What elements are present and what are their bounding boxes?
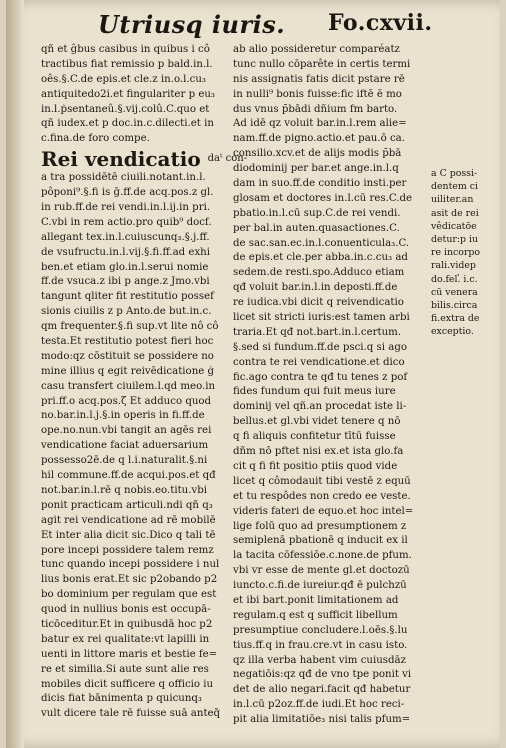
text-line: tractibus fiat remissio p bald.in.l. bbox=[41, 58, 213, 70]
text-line: bo dominium per regulam que est bbox=[41, 589, 217, 601]
text-line: dicis fiat bānimenta p quicunq₃ bbox=[41, 693, 203, 705]
text-line: cit q fi fit positio ptiis quod vide bbox=[233, 460, 398, 472]
text-line: pore incepi possidere talem remz bbox=[41, 544, 214, 556]
text-line: batur ex rei qualitate:vt lapilli in bbox=[41, 633, 210, 645]
text-line: uiliter.an bbox=[431, 194, 474, 206]
text-line: licet q cômodauit tibi vestē z equū bbox=[233, 475, 411, 487]
text-line: re iudica.vbi dicit q reivendicatio bbox=[233, 297, 404, 309]
text-line: c.fina.de foro compe. bbox=[41, 133, 150, 145]
text-line: tunc nullo cōparête in certis termi bbox=[233, 58, 411, 70]
text-line: qm frequenter.§.fi sup.vt lite nô cô bbox=[41, 321, 219, 333]
text-line: tangunt qliter fit restitutio possef bbox=[41, 291, 214, 303]
text-line: a C possi- bbox=[431, 168, 478, 179]
text-line: dentem ci bbox=[431, 181, 479, 193]
text-line: uenti in littore maris et bestie fe= bbox=[41, 648, 218, 660]
text-line: semiplenā pbationē q inducit ex il bbox=[233, 535, 408, 547]
text-line: diodominij per bar.et ange.in.l.q bbox=[233, 163, 399, 175]
text-line: Et inter alia dicit sic.Dico q tali tē bbox=[41, 529, 216, 541]
text-line: Ad idē qz voluit bar.in.l.rem alie= bbox=[233, 118, 407, 130]
text-line: presumptiue concludere.l.oēs.§.lu bbox=[233, 624, 408, 636]
text-line: pôponi⁹.§.fi is ḡ.ff.de acq.pos.z gl. bbox=[41, 187, 214, 199]
text-line: antiquitedo2i.et fingulariter p eu₃ bbox=[41, 88, 216, 100]
text-line: quod in nullius bonis est occupā- bbox=[41, 604, 211, 616]
text-line: videris fateri de equo.et hoc intel= bbox=[233, 505, 414, 517]
text-line: sedem.de resti.spo.Adduco etiam bbox=[233, 267, 405, 279]
text-line: modo:qz cōstituit se possidere no bbox=[41, 350, 214, 362]
rubric-continuation: daᵗ con- bbox=[207, 153, 248, 165]
text-line: ticōceditur.Et in quibusdā hoc p2 bbox=[41, 618, 213, 630]
text-line: iuncto.c.fi.de iureiur.qđ ē pulchzū bbox=[233, 580, 407, 592]
text-line: vult dicere tale rē fuisse suā anteq̃ bbox=[41, 708, 221, 720]
marginal-note bbox=[431, 167, 506, 338]
text-line: de sac.san.ec.in.l.conuenticula₃.C. bbox=[233, 237, 410, 249]
text-line: et tu respôdes non credo ee veste. bbox=[233, 490, 411, 502]
text-line: do.fel.̓ i.c. bbox=[431, 273, 478, 285]
text-line: rali.videp bbox=[431, 260, 476, 272]
text-line: sionis ciuilis z p Anto.de but.in.c. bbox=[41, 306, 212, 318]
text-line: pit alia limitatiōe₃ nisi talis pfum= bbox=[233, 714, 411, 726]
text-line: q fi aliquis confitetur tītū fuisse bbox=[233, 431, 396, 443]
text-line: in nulli⁹ bonis fuisse:fic iftē ē mo bbox=[233, 88, 402, 100]
text-line: de vsufructu.in.l.vij.§.fi.ff.ad exhi bbox=[41, 246, 211, 258]
text-line: dam in suo.ff.de conditio insti.per bbox=[233, 178, 407, 190]
text-line: pbatio.in.l.cū sup.C.de rei vendi. bbox=[233, 207, 401, 219]
text-line: bilis.circa bbox=[431, 299, 478, 311]
folio-number: Fo.cxvii. bbox=[328, 10, 433, 36]
text-line: det de alio negari.facit qđ habetur bbox=[233, 684, 411, 696]
text-line: vbi vr esse de mente gl.et doctozū bbox=[233, 565, 410, 577]
text-line: dus vnus p̄bādi dñium fm barto. bbox=[233, 103, 398, 115]
text-line: contra te rei vendicatione.et dico bbox=[233, 356, 405, 368]
text-line: nis assignatis fatis dicit pstare rē bbox=[233, 73, 405, 85]
text-line: testa.Et restitutio potest fieri hoc bbox=[41, 336, 214, 348]
left-text-column bbox=[41, 43, 248, 722]
text-line: exceptio. bbox=[431, 326, 474, 338]
text-line: tius.ff.q in frau.cre.vt in casu isto. bbox=[233, 639, 408, 651]
text-line: per bal.in auten.quasactiones.C. bbox=[233, 222, 400, 234]
text-line: la tacita cōfessiōe.c.none.de pfum. bbox=[233, 550, 412, 562]
text-line: negatiōis:qz qđ de vno tpe ponit vi bbox=[233, 669, 412, 681]
text-line: asit de rei bbox=[431, 207, 479, 219]
running-title: Utriusq iuris. bbox=[98, 10, 286, 39]
text-line: mine illius q egit reivēdicatione ģ bbox=[41, 365, 215, 377]
text-line: C.vbi in rem actio.pro quib⁹ docf. bbox=[41, 216, 212, 228]
text-line: oês.§.C.de epis.et cle.z in.o.l.cu₃ bbox=[41, 73, 206, 85]
text-line: mobiles dicit sufficere q officio iu bbox=[41, 678, 214, 690]
text-line: ope.no.nun.vbi tangit an agēs rei bbox=[41, 425, 212, 437]
text-line: in rub.ff.de rei vendi.in.l.ij.in pri. bbox=[41, 202, 211, 214]
text-line: hil commune.ff.de acqui.pos.et qđ bbox=[41, 470, 216, 482]
text-line: vendicatione faciat aduersarium bbox=[41, 440, 209, 452]
text-line: fides fundum qui fuit meus iure bbox=[233, 386, 396, 398]
rubric-title: Rei vendicatio bbox=[41, 147, 201, 172]
text-line: qđ voluit bar.in.l.in deposti.ff.de bbox=[233, 282, 398, 294]
text-line: tunc quando incepi possidere i nul bbox=[41, 559, 220, 571]
text-line: re et similia.Si aute sunt alie res bbox=[41, 663, 209, 675]
text-line: licet sit stricti iuris:est tamen arbi bbox=[233, 312, 410, 324]
text-line: fic.ago contra te qđ tu tenes z pof bbox=[233, 371, 408, 383]
text-line: possesso2ē.de q l.i.naturalit.§.ni bbox=[41, 455, 208, 467]
text-line: allegant tex.in.l.cuiuscunq₃.§.j.ff. bbox=[41, 231, 210, 243]
text-line: ben.et etiam glo.in.l.serui nomie bbox=[41, 261, 209, 273]
text-line: et ibi bart.ponit limitationem ad bbox=[233, 594, 399, 606]
text-line: detur:p iu bbox=[431, 233, 479, 245]
text-line: lius bonis erat.Et sic p2obando p2 bbox=[41, 574, 218, 586]
text-line: vêdicatōe bbox=[431, 220, 477, 232]
text-line: glosam et doctores in.l.cū res.C.de bbox=[233, 192, 413, 204]
text-line: pri.ff.o acq.pos.ζ Et adduco quod bbox=[41, 395, 212, 407]
text-line: dñm nō pftet nisi ex.et ista glo.fa bbox=[233, 446, 404, 458]
text-line: cū venera bbox=[431, 286, 478, 298]
text-line: in.l.cū p2oz.ff.de iudi.Et hoc reci- bbox=[233, 699, 405, 711]
text-line: bellus.et gl.vbi videt tenere q nō bbox=[233, 416, 401, 428]
book-page bbox=[6, 0, 500, 748]
text-line: regulam.q est q sufficit libellum bbox=[233, 609, 398, 621]
right-text-column bbox=[233, 43, 429, 728]
text-line: casu transfert ciuilem.l.qd meo.in bbox=[41, 380, 216, 392]
text-line: qñ iudex.et p doc.in.c.dilecti.et in bbox=[41, 118, 214, 130]
text-line: qñ et ĝbus casibus in quibus i cô bbox=[41, 44, 210, 55]
text-line: fi.extra de bbox=[431, 313, 480, 325]
text-line: de epis.et cle.per abba.in.c.cu₃ ad bbox=[233, 252, 408, 264]
text-line: ab alio possideretur comparéatz bbox=[233, 44, 400, 55]
text-line: ff.de vsuca.z ibi p ange.z Jmo.vbi bbox=[41, 276, 210, 288]
text-line: lige folū quo ad presumptionem z bbox=[233, 520, 407, 532]
rubric-heading bbox=[41, 147, 248, 172]
text-line: ponit practicam articuli.ndi qñ q₃ bbox=[41, 499, 213, 511]
text-line: §.sed si fundum.ff.de psci.q si ago bbox=[233, 341, 408, 353]
text-line: a tra possidētē ciuili.notant.in.l. bbox=[41, 172, 206, 184]
text-line: in.l.ṗsentaneû.§.vij.colû.C.quo et bbox=[41, 103, 210, 115]
page-gutter bbox=[6, 0, 24, 748]
text-line: no.bar.in.l.j.§.in operis in fi.ff.de bbox=[41, 410, 205, 422]
text-line: dominij vel qñ.an procedat iste li- bbox=[233, 401, 407, 413]
text-line: not.bar.in.l.rē q nobis.eo.titu.vbi bbox=[41, 484, 208, 496]
text-line: agit rei vendicatione ad rē mobilē bbox=[41, 514, 216, 526]
text-line: traria.Et qđ not.bart.in.l.certum. bbox=[233, 326, 402, 338]
text-line: consilio.xcv.et de alijs modis p̄bā bbox=[233, 148, 402, 160]
text-line: qz illa verba habent vim cuiusdāz bbox=[233, 654, 406, 666]
text-line: nam.ff.de pigno.actio.et pau.ō ca. bbox=[233, 133, 405, 145]
text-line: re incorpo bbox=[431, 247, 481, 259]
